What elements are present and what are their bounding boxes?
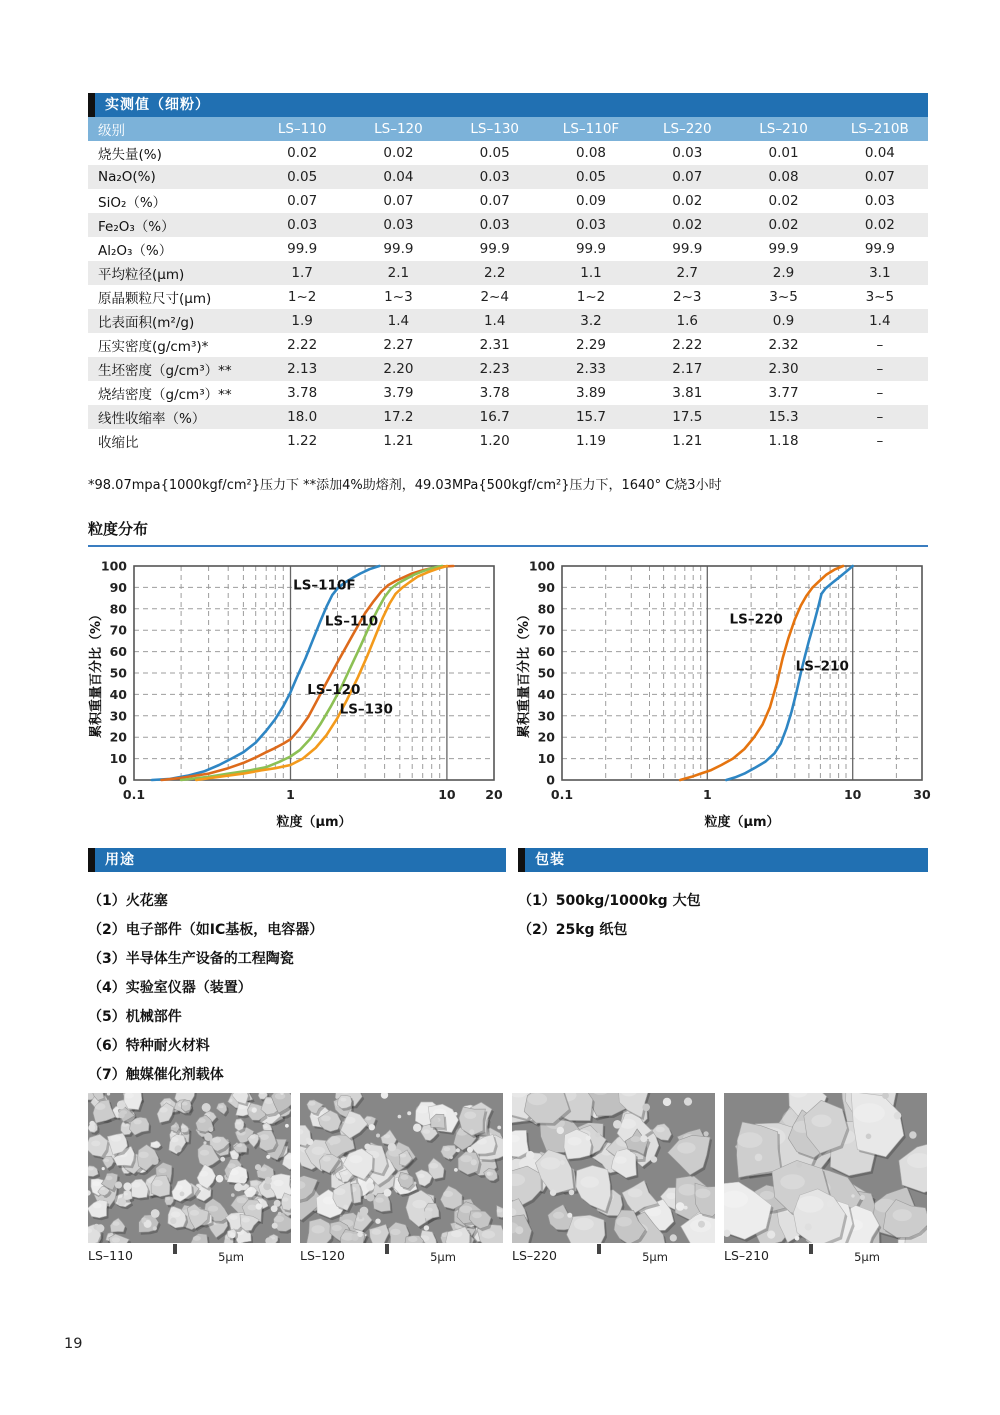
applications-panel: [88, 848, 506, 1094]
svg-text:100: 100: [528, 558, 555, 574]
cell-value: 18.0: [287, 409, 318, 425]
cell-value: 0.04: [383, 169, 414, 185]
spec-table-body: [88, 141, 928, 453]
page-number: 19: [64, 1336, 83, 1352]
svg-text:粒度（μm）: 粒度（μm）: [704, 815, 780, 828]
lists-section: [88, 848, 928, 1094]
cell-value: 1.4: [869, 313, 891, 329]
svg-text:90: 90: [109, 579, 127, 595]
svg-text:LS–220: LS–220: [729, 611, 783, 628]
svg-text:80: 80: [537, 601, 555, 617]
cell-value: 3.89: [575, 385, 607, 401]
spec-table-section: [88, 93, 928, 453]
sem-figure-3: [512, 1093, 715, 1264]
list-item: （6）特种耐火材料: [88, 1038, 210, 1054]
scale-text: 5μm: [642, 1250, 668, 1264]
cell-value: 2.33: [575, 361, 607, 377]
cell-value: 0.07: [383, 193, 414, 209]
cell-value: 2.23: [479, 361, 510, 377]
svg-text:LS–210: LS–210: [795, 658, 849, 675]
svg-text:20: 20: [485, 787, 503, 802]
grade-column-header: LS–120: [374, 121, 423, 137]
cell-value: 0.05: [575, 169, 607, 185]
table-row: [88, 141, 928, 165]
list-item: （4）实验室仪器（装置）: [88, 980, 252, 996]
svg-text:累积重量百分比（%）: 累积重量百分比（%）: [89, 607, 104, 739]
sem-image: [512, 1093, 715, 1243]
svg-text:30: 30: [537, 708, 555, 724]
scale-text: 5μm: [430, 1250, 456, 1264]
spec-table-header: [88, 117, 928, 141]
cell-value: 3.1: [869, 265, 891, 281]
svg-text:60: 60: [537, 644, 555, 660]
cell-value: 1~2: [576, 289, 606, 305]
spec-table-title: 实测值（细粉）: [105, 97, 210, 113]
spec-table-title-bar: [88, 93, 928, 117]
svg-text:90: 90: [537, 579, 555, 595]
cell-value: 99.9: [672, 241, 703, 257]
table-row: [88, 309, 928, 333]
cell-value: 0.03: [479, 217, 510, 233]
grade-column-header: LS–220: [662, 121, 712, 137]
sem-image: [300, 1093, 503, 1243]
row-label: 收缩比: [98, 435, 139, 451]
cell-value: 0.07: [672, 169, 703, 185]
svg-text:LS–120: LS–120: [307, 682, 361, 699]
cell-value: 1~2: [287, 289, 317, 305]
cell-value: 0.9: [772, 313, 795, 329]
cell-value: 99.9: [864, 241, 895, 257]
svg-text:10: 10: [537, 751, 555, 767]
psd-charts: [88, 556, 944, 828]
scale-text: 5μm: [854, 1250, 880, 1264]
svg-text:0.1: 0.1: [550, 787, 574, 802]
cell-value: 0.08: [768, 169, 799, 185]
cell-value: 1.7: [291, 265, 313, 281]
cell-value: 0.02: [864, 217, 895, 233]
applications-title: 用途: [105, 852, 135, 868]
sem-label: LS–120: [300, 1248, 346, 1263]
cell-value: 2.13: [287, 361, 318, 377]
svg-text:10: 10: [843, 787, 862, 802]
row-label: 烧结密度（g/cm³）**: [98, 387, 232, 403]
packaging-title: 包装: [535, 852, 565, 868]
svg-text:70: 70: [109, 622, 127, 638]
psd-section-header: [88, 518, 928, 547]
sem-caption: [300, 1248, 503, 1264]
cell-value: 1~3: [384, 289, 413, 305]
cell-value: 0.03: [287, 217, 318, 233]
grade-column-header: LS–130: [470, 121, 519, 137]
list-item: （2）电子部件（如IC基板，电容器）: [88, 922, 324, 938]
table-row: [88, 165, 928, 189]
svg-text:80: 80: [109, 601, 127, 617]
scale-bar-group: [811, 1248, 923, 1264]
section-rule: [88, 545, 928, 547]
cell-value: 2~4: [480, 289, 509, 305]
cell-value: 0.05: [479, 145, 510, 161]
cell-value: 2~3: [673, 289, 702, 305]
cell-value: 1.9: [291, 313, 313, 329]
table-row: [88, 405, 928, 429]
sem-figure-2: [300, 1093, 503, 1264]
cell-value: 3.78: [479, 385, 510, 401]
svg-text:LS–110F: LS–110F: [293, 577, 356, 594]
svg-text:0.1: 0.1: [122, 787, 146, 802]
cell-value: 2.31: [479, 337, 510, 353]
title-accent-block: [88, 93, 95, 117]
svg-text:30: 30: [109, 708, 127, 724]
cell-value: 0.05: [287, 169, 318, 185]
cell-value: 2.22: [287, 337, 318, 353]
cell-value: 0.07: [287, 193, 318, 209]
sem-image: [88, 1093, 291, 1243]
svg-text:累积重量百分比（%）: 累积重量百分比（%）: [517, 607, 532, 739]
grade-column-header: LS–210: [759, 121, 808, 137]
cell-value: 2.9: [772, 265, 795, 281]
cell-value: 2.17: [672, 361, 703, 377]
cell-value: 1.19: [575, 433, 607, 449]
svg-text:1: 1: [702, 787, 712, 802]
svg-text:50: 50: [537, 665, 555, 681]
row-label: SiO₂（%）: [98, 195, 167, 211]
scale-bar-group: [387, 1248, 499, 1264]
sem-figure-4: [724, 1093, 927, 1264]
cell-value: –: [876, 337, 884, 353]
cell-value: 1.4: [387, 313, 410, 329]
svg-text:10: 10: [109, 751, 127, 767]
sem-label: LS–110: [88, 1248, 134, 1263]
cell-value: 99.9: [287, 241, 318, 257]
table-row: [88, 261, 928, 285]
applications-accent-block: [88, 848, 95, 872]
svg-text:30: 30: [913, 787, 931, 802]
cell-value: 0.01: [768, 145, 799, 161]
cell-value: 3.81: [672, 385, 703, 401]
cell-value: 2.1: [387, 265, 410, 281]
cell-value: 2.22: [672, 337, 703, 353]
cell-value: 1.18: [768, 433, 799, 449]
row-label: Fe₂O₃（%）: [98, 219, 175, 235]
sem-caption: [512, 1248, 715, 1264]
cell-value: 1.1: [580, 265, 602, 281]
cell-value: 1.20: [479, 433, 510, 449]
cell-value: 0.04: [864, 145, 895, 161]
svg-text:50: 50: [109, 665, 127, 681]
cell-value: 0.07: [864, 169, 895, 185]
sem-label: LS–210: [724, 1248, 770, 1263]
cell-value: 2.32: [768, 337, 799, 353]
cell-value: 2.29: [575, 337, 607, 353]
row-label: 烧失量(%): [98, 147, 162, 163]
cell-value: 2.20: [383, 361, 414, 377]
svg-text:0: 0: [546, 772, 555, 788]
cell-value: 1.21: [383, 433, 414, 449]
cell-value: 3~5: [769, 289, 798, 305]
cell-value: 3.79: [383, 385, 414, 401]
cell-value: 3.2: [580, 313, 602, 329]
row-label: 比表面积(m²/g): [98, 315, 195, 331]
sem-label: LS–220: [512, 1248, 558, 1263]
applications-header-bar: [88, 848, 506, 872]
svg-text:1: 1: [286, 787, 295, 802]
table-row: [88, 357, 928, 381]
cell-value: 99.9: [575, 241, 607, 257]
list-item: （7）触媒催化剂载体: [88, 1067, 224, 1083]
header-row: [88, 117, 928, 141]
table-row: [88, 237, 928, 261]
list-item: （2）25kg 纸包: [518, 922, 628, 938]
table-row: [88, 285, 928, 309]
sem-image: [724, 1093, 927, 1243]
svg-text:40: 40: [537, 686, 555, 702]
cell-value: –: [876, 433, 884, 449]
cell-value: 0.09: [575, 193, 607, 209]
applications-list: [88, 891, 506, 1094]
cell-value: 0.03: [479, 169, 510, 185]
cell-value: 1.4: [483, 313, 506, 329]
sem-gallery: [88, 1093, 928, 1264]
cell-value: 99.9: [768, 241, 799, 257]
row-label: 压实密度(g/cm³)*: [98, 339, 209, 355]
packaging-list: [518, 891, 928, 949]
cell-value: 0.02: [672, 217, 703, 233]
cell-value: 0.03: [864, 193, 895, 209]
cell-value: –: [876, 361, 884, 377]
cell-value: 1.6: [676, 313, 698, 329]
cell-value: 17.2: [383, 409, 414, 425]
cell-value: 3.77: [768, 385, 799, 401]
svg-text:20: 20: [109, 729, 127, 745]
grade-column-header: LS–210B: [850, 121, 909, 137]
svg-text:0: 0: [118, 772, 127, 788]
svg-text:100: 100: [100, 558, 127, 574]
table-footnote: *98.07mpa{1000kgf/cm²}压力下 **添加4%助熔剂，49.03MPa{500kgf/cm²}压力下，1640° C烧3小时: [88, 478, 722, 493]
svg-text:40: 40: [109, 686, 127, 702]
sem-figure-1: [88, 1093, 291, 1264]
cell-value: 0.07: [479, 193, 510, 209]
svg-text:70: 70: [537, 622, 555, 638]
cell-value: 17.5: [672, 409, 703, 425]
table-row: [88, 333, 928, 357]
packaging-header-bar: [518, 848, 928, 872]
svg-text:LS–110: LS–110: [324, 613, 379, 630]
cell-value: 2.27: [383, 337, 414, 353]
table-row: [88, 381, 928, 405]
list-item: （5）机械部件: [88, 1009, 182, 1025]
scale-text: 5μm: [218, 1250, 244, 1264]
cell-value: 2.30: [768, 361, 799, 377]
cell-value: 2.7: [676, 265, 698, 281]
packaging-panel: [518, 848, 928, 1094]
svg-text:20: 20: [537, 729, 555, 745]
cell-value: 15.3: [768, 409, 799, 425]
cell-value: 0.02: [287, 145, 318, 161]
row-label: Al₂O₃（%）: [98, 243, 173, 259]
cell-value: 3~5: [865, 289, 895, 305]
grade-column-header: LS–110: [277, 121, 327, 137]
svg-text:10: 10: [438, 787, 456, 802]
cell-value: 0.03: [383, 217, 414, 233]
cell-value: –: [876, 385, 884, 401]
grade-column-label: 级别: [98, 123, 125, 139]
row-label: 线性收缩率（%）: [98, 411, 206, 427]
cell-value: 16.7: [479, 409, 510, 425]
sem-caption: [724, 1248, 927, 1264]
row-label: Na₂O(%): [98, 169, 156, 185]
cell-value: 0.08: [575, 145, 607, 161]
cell-value: –: [876, 409, 884, 425]
cell-value: 0.02: [768, 193, 799, 209]
scale-bar-group: [599, 1248, 711, 1264]
table-row: [88, 189, 928, 213]
scale-bar-group: [175, 1248, 287, 1264]
list-item: （1）500kg/1000kg 大包: [518, 893, 701, 909]
cell-value: 0.02: [768, 217, 799, 233]
row-label: 原晶颗粒尺寸(μm): [98, 291, 212, 307]
cell-value: 0.03: [672, 145, 703, 161]
row-label: 生坯密度（g/cm³）**: [98, 363, 232, 379]
cell-value: 15.7: [575, 409, 607, 425]
list-item: （3）半导体生产设备的工程陶瓷: [88, 951, 294, 967]
svg-text:LS–130: LS–130: [339, 701, 393, 718]
spec-table: [88, 117, 928, 453]
cell-value: 2.2: [483, 265, 506, 281]
cell-value: 99.9: [479, 241, 510, 257]
cell-value: 3.78: [287, 385, 318, 401]
psd-chart-right: [516, 556, 936, 828]
cell-value: 99.9: [383, 241, 414, 257]
row-label: 平均粒径(μm): [98, 267, 185, 283]
packaging-accent-block: [518, 848, 525, 872]
psd-chart-left: [88, 556, 508, 828]
cell-value: 0.02: [672, 193, 703, 209]
table-row: [88, 429, 928, 453]
svg-text:粒度（μm）: 粒度（μm）: [276, 815, 352, 828]
cell-value: 0.02: [383, 145, 414, 161]
list-item: （1）火花塞: [88, 893, 168, 909]
cell-value: 1.22: [287, 433, 318, 449]
cell-value: 0.03: [575, 217, 607, 233]
psd-section-title: 粒度分布: [88, 520, 149, 538]
cell-value: 1.21: [672, 433, 703, 449]
table-row: [88, 213, 928, 237]
svg-text:60: 60: [109, 644, 127, 660]
sem-caption: [88, 1248, 291, 1264]
grade-column-header: LS–110F: [562, 121, 620, 137]
